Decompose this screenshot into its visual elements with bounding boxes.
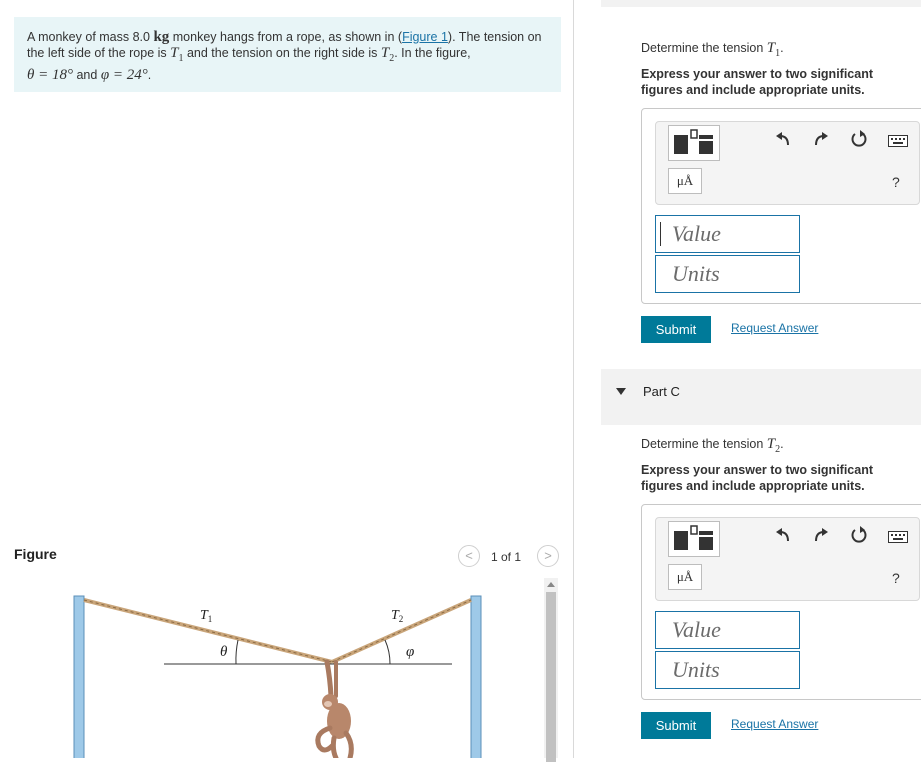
help-button[interactable]: ? — [892, 570, 900, 586]
problem-text: . — [147, 68, 152, 82]
keyboard-icon[interactable] — [888, 135, 908, 147]
label-phi: φ — [406, 644, 415, 660]
scrollbar-thumb[interactable] — [546, 592, 556, 762]
problem-statement — [14, 17, 561, 92]
theta-arc — [236, 640, 238, 664]
figure-counter: 1 of 1 — [491, 550, 522, 564]
label-t1: $T_1$ — [200, 608, 213, 624]
scroll-up-arrow-icon[interactable] — [547, 582, 555, 587]
chevron-right-icon: > — [544, 548, 552, 563]
figure-scrollbar[interactable] — [544, 578, 558, 758]
part-c-instructions: Express your answer to two significant figures and include appropriate units. — [641, 463, 874, 493]
part-c-label: Part C — [643, 384, 680, 399]
template-icon — [669, 522, 719, 556]
problem-text: and the tension on the right side is — [183, 46, 381, 60]
part-b-answer-box — [641, 108, 921, 304]
figure-image — [14, 578, 544, 758]
unit-kg: kg — [153, 29, 170, 45]
symbol-t2: $T_2$ — [380, 45, 395, 64]
part-b-units-input[interactable] — [655, 255, 800, 293]
caret-down-icon — [616, 388, 626, 395]
problem-text: ). The tension on the left side of the rope is — [27, 30, 542, 60]
part-c-units-input[interactable] — [655, 651, 800, 689]
prev-figure-button[interactable] — [458, 545, 480, 567]
undo-icon[interactable] — [774, 129, 792, 149]
part-b-instructions: Express your answer to two significant figures and include appropriate units. — [641, 67, 874, 97]
part-c-value-input[interactable] — [655, 611, 800, 649]
symbol-t1: $T_1$ — [170, 45, 184, 64]
right-post — [471, 596, 481, 758]
part-b-request-answer-link[interactable]: Request Answer — [731, 321, 819, 335]
phi-arc — [385, 640, 390, 664]
units-button[interactable]: μÅ — [668, 564, 702, 590]
text-caret — [660, 222, 661, 246]
next-figure-button[interactable] — [537, 545, 559, 567]
part-b-question: Determine the tension $T_1$. — [641, 40, 784, 59]
part-c-header[interactable] — [601, 369, 921, 425]
part-c-request-answer-link[interactable]: Request Answer — [731, 717, 819, 731]
figure-heading: Figure — [14, 546, 57, 562]
left-rope-texture — [84, 600, 332, 662]
keyboard-icon[interactable] — [888, 531, 908, 543]
problem-text: and — [73, 68, 101, 82]
undo-icon[interactable] — [774, 525, 792, 545]
monkey-illustration — [318, 662, 352, 758]
template-icon — [669, 126, 719, 160]
units-button[interactable]: μÅ — [668, 168, 702, 194]
part-b-value-input[interactable] — [655, 215, 800, 253]
right-rope — [332, 600, 471, 662]
figure-link[interactable]: Figure 1 — [402, 30, 448, 44]
phi-value: φ = 24° — [100, 67, 148, 83]
part-c-submit-button[interactable]: Submit — [641, 712, 711, 739]
problem-text: . In the figure, — [394, 46, 471, 60]
chevron-left-icon: < — [465, 548, 473, 563]
label-t2: $T_2$ — [391, 608, 404, 624]
problem-text: A monkey of mass 8.0 — [27, 30, 154, 44]
symbol-t2: $T_2$ — [766, 436, 781, 455]
part-b-header-strip — [601, 0, 921, 7]
problem-text: monkey hangs from a rope, as shown in ( — [169, 30, 403, 44]
part-b-math-toolbar — [655, 121, 920, 205]
reset-icon[interactable] — [850, 525, 868, 545]
part-c-question: Determine the tension $T_2$. — [641, 436, 784, 455]
panel-divider — [573, 0, 574, 758]
reset-icon[interactable] — [850, 129, 868, 149]
part-c-math-toolbar — [655, 517, 920, 601]
left-post — [74, 596, 84, 758]
theta-value: θ = 18° — [27, 67, 73, 83]
symbol-t1: $T_1$ — [766, 40, 781, 59]
label-theta: θ — [220, 644, 228, 660]
template-button[interactable] — [668, 521, 720, 557]
redo-icon[interactable] — [812, 129, 830, 149]
redo-icon[interactable] — [812, 525, 830, 545]
part-c-answer-box — [641, 504, 921, 700]
monkey-rope-figure — [14, 578, 544, 758]
template-button[interactable] — [668, 125, 720, 161]
part-b-submit-button[interactable]: Submit — [641, 316, 711, 343]
help-button[interactable]: ? — [892, 174, 900, 190]
